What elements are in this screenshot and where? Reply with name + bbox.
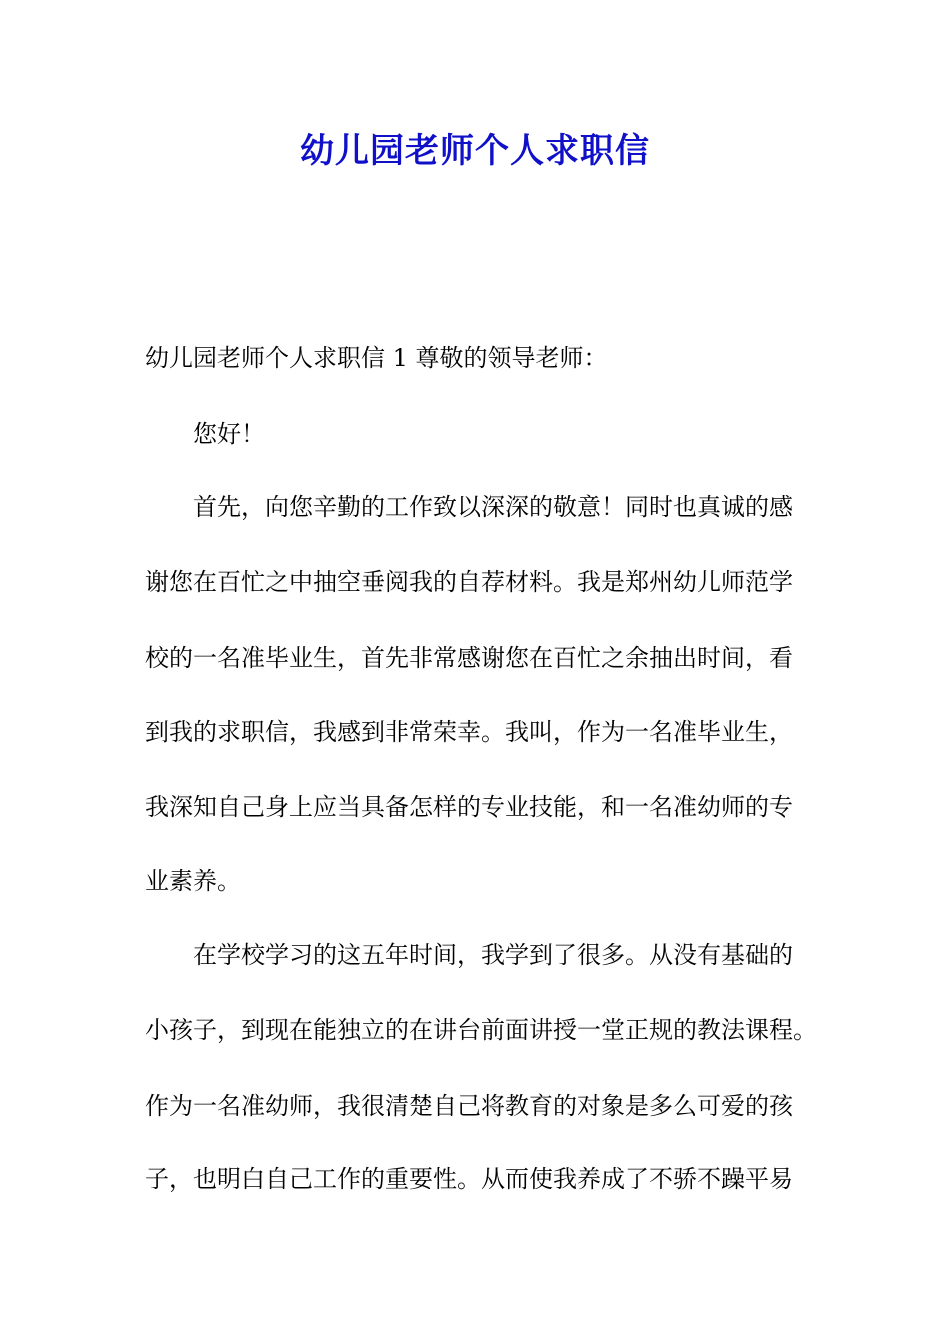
body-line: 校的一名准毕业生，首先非常感谢您在百忙之余抽出时间，看 xyxy=(145,644,793,672)
document-title: 幼儿园老师个人求职信 xyxy=(300,131,650,171)
body-line: 首先，向您辛勤的工作致以深深的敬意！同时也真诚的感 xyxy=(193,493,793,521)
body-line: 业素养。 xyxy=(145,867,241,895)
greeting-line: 您好！ xyxy=(193,420,265,448)
body-line: 在学校学习的这五年时间，我学到了很多。从没有基础的 xyxy=(193,941,793,969)
body-line: 到我的求职信，我感到非常荣幸。我叫，作为一名准毕业生， xyxy=(145,718,793,746)
body-line: 子，也明白自己工作的重要性。从而使我养成了不骄不躁平易 xyxy=(145,1165,793,1193)
body-line: 小孩子，到现在能独立的在讲台前面讲授一堂正规的教法课程。 xyxy=(145,1016,817,1044)
salutation-line: 幼儿园老师个人求职信 1 尊敬的领导老师： xyxy=(145,344,608,372)
body-line: 谢您在百忙之中抽空垂阅我的自荐材料。我是郑州幼儿师范学 xyxy=(145,568,793,596)
body-line: 作为一名准幼师，我很清楚自己将教育的对象是多么可爱的孩 xyxy=(145,1092,793,1120)
body-line: 我深知自己身上应当具备怎样的专业技能，和一名准幼师的专 xyxy=(145,793,793,821)
